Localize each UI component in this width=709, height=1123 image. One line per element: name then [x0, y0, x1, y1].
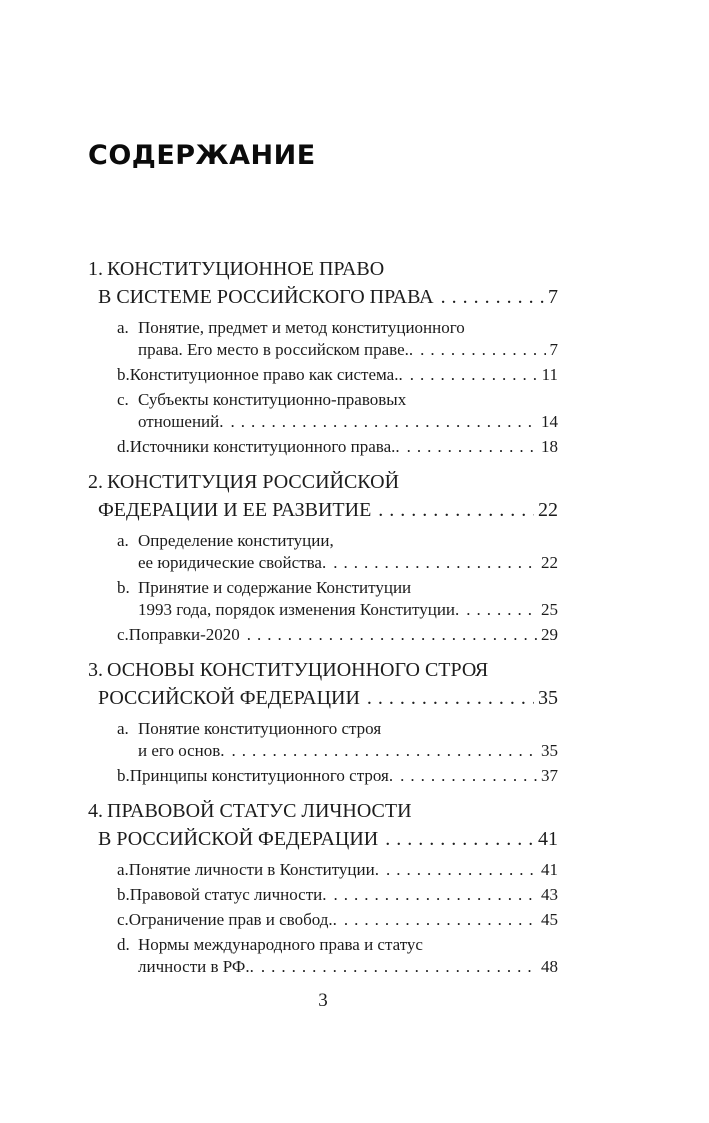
- toc-item: [88, 909, 558, 931]
- toc-item-line: [88, 436, 558, 458]
- toc-item-line: [88, 909, 558, 931]
- toc-item-text: Определение конституции,: [138, 531, 334, 550]
- toc-item-text: Понятие конституционного строя: [138, 719, 382, 738]
- toc-section: [88, 255, 558, 458]
- dot-leader: [410, 364, 538, 386]
- section-title-text: РОССИЙСКОЙ ФЕДЕРАЦИИ: [98, 687, 360, 709]
- dot-leader: [232, 740, 537, 762]
- toc-item-line: [88, 577, 558, 599]
- toc-item: [88, 765, 558, 787]
- toc-item: [88, 436, 558, 458]
- section-number: 3.: [88, 659, 103, 681]
- toc-item-text: 1993 года, порядок изменения Конституции.: [138, 600, 460, 619]
- item-page-ref: 7: [549, 340, 558, 359]
- toc-item-line: [88, 599, 558, 621]
- toc-item: [88, 317, 558, 361]
- toc-item: [88, 577, 558, 621]
- toc-item-line: [88, 317, 558, 339]
- toc-item: [88, 364, 558, 386]
- toc-item-line: [88, 530, 558, 552]
- section-page-ref: 7: [548, 286, 558, 308]
- toc-item-line: [88, 411, 558, 433]
- toc-item-text: Субъекты конституционно-правовых: [138, 390, 407, 409]
- toc-item: [88, 859, 558, 881]
- item-page-ref: 22: [541, 553, 558, 572]
- toc-item-text: и его основ.: [138, 741, 225, 760]
- toc-item: [88, 389, 558, 433]
- toc-list: [88, 255, 558, 988]
- toc-item-line: [88, 339, 558, 361]
- item-letter: a.: [117, 719, 129, 738]
- page-title: СОДЕРЖАНИЕ: [88, 140, 316, 171]
- toc-item-line: [88, 884, 558, 906]
- section-page-ref: 22: [538, 499, 558, 521]
- section-title-text: В РОССИЙСКОЙ ФЕДЕРАЦИИ: [98, 828, 379, 850]
- toc-item-text: ее юридические свойства.: [138, 553, 327, 572]
- section-title-line: [88, 283, 558, 311]
- item-letter: b.: [117, 578, 130, 597]
- toc-item-line: [88, 934, 558, 956]
- toc-item-text: Понятие личности в Конституции.: [128, 860, 379, 879]
- section-items: [88, 317, 558, 458]
- toc-item-text: Поправки-2020: [128, 625, 240, 644]
- item-page-ref: 45: [541, 910, 558, 929]
- item-page-ref: 29: [541, 625, 558, 644]
- section-title-text: В СИСТЕМЕ РОССИЙСКОГО ПРАВА: [98, 286, 434, 308]
- section-title-text: ОСНОВЫ КОНСТИТУЦИОННОГО СТРОЯ: [107, 659, 489, 681]
- section-items: [88, 859, 558, 978]
- toc-item-text: Правовой статус личности.: [129, 885, 327, 904]
- item-page-ref: 48: [541, 957, 558, 976]
- section-items: [88, 530, 558, 646]
- toc-item-text: Нормы международного права и статус: [138, 935, 423, 954]
- toc-item: [88, 884, 558, 906]
- toc-item-line: [88, 859, 558, 881]
- item-letter: b.: [117, 365, 130, 384]
- dot-leader: [385, 825, 534, 853]
- toc-item-text: Источники конституционного права..: [129, 437, 400, 456]
- item-letter: d.: [117, 935, 130, 954]
- section-title-text: ПРАВОВОЙ СТАТУС ЛИЧНОСТИ: [107, 800, 412, 822]
- toc-item-line: [88, 364, 558, 386]
- dot-leader: [400, 765, 537, 787]
- toc-item-text: личности в РФ..: [138, 957, 254, 976]
- dot-leader: [333, 552, 537, 574]
- item-page-ref: 43: [541, 885, 558, 904]
- item-page-ref: 37: [541, 766, 558, 785]
- item-page-ref: 41: [541, 860, 558, 879]
- toc-section: [88, 797, 558, 978]
- item-letter: a.: [117, 860, 129, 879]
- toc-item-line: [88, 718, 558, 740]
- item-letter: b.: [117, 885, 130, 904]
- dot-leader: [466, 599, 537, 621]
- toc-section: [88, 468, 558, 646]
- item-letter: c.: [117, 390, 129, 409]
- item-page-ref: 18: [541, 437, 558, 456]
- toc-item: [88, 718, 558, 762]
- dot-leader: [407, 436, 537, 458]
- toc-item-text: отношений.: [138, 412, 224, 431]
- section-page-ref: 35: [538, 687, 558, 709]
- section-title-line: [88, 656, 558, 684]
- section-items: [88, 718, 558, 787]
- section-title-line: [88, 825, 558, 853]
- dot-leader: [344, 909, 537, 931]
- item-letter: a.: [117, 531, 129, 550]
- dot-leader: [261, 956, 537, 978]
- item-page-ref: 35: [541, 741, 558, 760]
- toc-item-line: [88, 740, 558, 762]
- toc-section: [88, 656, 558, 787]
- dot-leader: [367, 684, 534, 712]
- toc-item-text: права. Его место в российском праве..: [138, 340, 414, 359]
- section-number: 1.: [88, 258, 103, 280]
- toc-item-line: [88, 765, 558, 787]
- section-number: 2.: [88, 471, 103, 493]
- section-title-text: КОНСТИТУЦИЯ РОССИЙСКОЙ: [107, 471, 400, 493]
- section-page-ref: 41: [538, 828, 558, 850]
- dot-leader: [334, 884, 537, 906]
- section-title-line: [88, 684, 558, 712]
- item-letter: a.: [117, 318, 129, 337]
- toc-item: [88, 934, 558, 978]
- dot-leader: [441, 283, 544, 311]
- toc-item-text: Принятие и содержание Конституции: [138, 578, 412, 597]
- page-number: 3: [318, 990, 328, 1011]
- toc-item-text: Принципы конституционного строя.: [129, 766, 394, 785]
- item-page-ref: 11: [541, 365, 558, 384]
- item-page-ref: 14: [541, 412, 558, 431]
- toc-item-line: [88, 389, 558, 411]
- section-title-line: [88, 496, 558, 524]
- toc-item-text: Понятие, предмет и метод конституционного: [138, 318, 465, 337]
- section-title-line: [88, 255, 558, 283]
- toc-item-line: [88, 956, 558, 978]
- item-letter: d.: [117, 437, 130, 456]
- item-letter: b.: [117, 766, 130, 785]
- dot-leader: [378, 496, 534, 524]
- section-title-line: [88, 797, 558, 825]
- dot-leader: [247, 624, 537, 646]
- toc-item-line: [88, 624, 558, 646]
- section-title-line: [88, 468, 558, 496]
- item-page-ref: 25: [541, 600, 558, 619]
- toc-item: [88, 530, 558, 574]
- section-number: 4.: [88, 800, 103, 822]
- toc-item-text: Ограничение прав и свобод..: [128, 910, 337, 929]
- toc-item-text: Конституционное право как система..: [129, 365, 403, 384]
- item-letter: c.: [117, 625, 129, 644]
- section-title-text: КОНСТИТУЦИОННОЕ ПРАВО: [107, 258, 385, 280]
- toc-item-line: [88, 552, 558, 574]
- section-title-text: ФЕДЕРАЦИИ И ЕЕ РАЗВИТИЕ: [98, 499, 372, 521]
- dot-leader: [420, 339, 545, 361]
- dot-leader: [386, 859, 537, 881]
- item-letter: c.: [117, 910, 129, 929]
- dot-leader: [230, 411, 537, 433]
- toc-item: [88, 624, 558, 646]
